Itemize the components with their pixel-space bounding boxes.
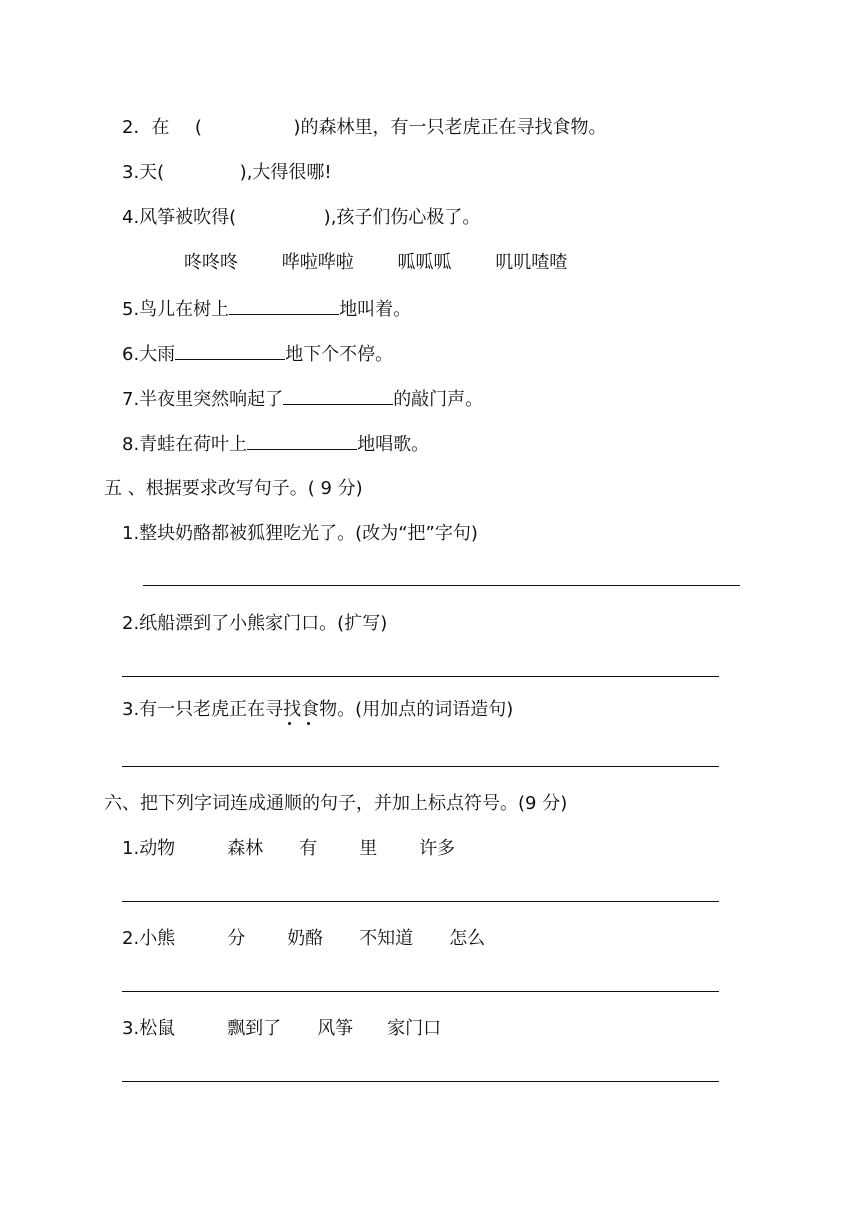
word-tile: 分 bbox=[227, 928, 246, 949]
answer-line[interactable] bbox=[122, 676, 719, 677]
s5-question-1: 1.整块奶酪都被狐狸吃光了。(改为“把”字句) bbox=[122, 523, 478, 544]
s5-question-2: 2.纸船漂到了小熊家门口。(扩写) bbox=[122, 613, 388, 634]
fill-item-5 bbox=[122, 296, 411, 322]
word-tile: 不知道 bbox=[359, 928, 414, 949]
item-text: 大得很哪! bbox=[252, 162, 332, 183]
fill-item-6 bbox=[122, 341, 393, 367]
section-6-title: 六、把下列字词连成通顺的句子，并加上标点符号。(9 分) bbox=[104, 793, 568, 814]
word-bank bbox=[184, 251, 567, 275]
answer-line[interactable] bbox=[122, 901, 719, 902]
word-tile: 风筝 bbox=[317, 1018, 354, 1039]
emphasis-dot bbox=[307, 722, 310, 725]
s5-question-3: 3.有一只老虎正在寻找食物。(用加点的词语造句) bbox=[122, 699, 514, 720]
emphasis-dot bbox=[288, 722, 291, 725]
word-tile: 动物 bbox=[139, 838, 176, 859]
word-tile: 飘到了 bbox=[227, 1018, 282, 1039]
word-tile: 有 bbox=[299, 838, 318, 859]
fill-before: 6.大雨 bbox=[122, 344, 176, 365]
close-paren: ) bbox=[293, 117, 301, 138]
s6-question-1 bbox=[122, 837, 455, 861]
answer-line[interactable] bbox=[122, 991, 719, 992]
fill-before: 8.青蛙在荷叶上 bbox=[122, 434, 248, 455]
close-paren: ), bbox=[323, 207, 337, 228]
item-text: 的森林里，有一只老虎正在寻找食物。 bbox=[300, 117, 607, 138]
word-tile: 怎么 bbox=[449, 928, 486, 949]
fill-after: 地唱歌。 bbox=[357, 434, 430, 455]
item-number: 2．在 bbox=[122, 117, 170, 138]
item-prefix: 3.天( bbox=[122, 162, 165, 183]
answer-blank[interactable] bbox=[283, 386, 393, 405]
word-bank-item: 咚咚咚 bbox=[184, 252, 238, 273]
word-bank-item: 呱呱呱 bbox=[397, 252, 452, 273]
fill-item-8 bbox=[122, 431, 429, 457]
answer-line[interactable] bbox=[143, 585, 740, 586]
word-tile: 森林 bbox=[227, 838, 264, 859]
fill-before: 7.半夜里突然响起了 bbox=[122, 389, 284, 410]
answer-blank[interactable] bbox=[247, 431, 357, 450]
fill-item-7 bbox=[122, 386, 483, 412]
question-number: 1. bbox=[122, 838, 140, 859]
fill-after: 的敲门声。 bbox=[393, 389, 484, 410]
word-tile: 小熊 bbox=[139, 928, 176, 949]
word-tile: 许多 bbox=[419, 838, 456, 859]
word-bank-item: 叽叽喳喳 bbox=[495, 252, 568, 273]
word-tile: 家门口 bbox=[387, 1018, 442, 1039]
word-bank-item: 哗啦哗啦 bbox=[281, 252, 354, 273]
item-prefix: 4.风筝被吹得( bbox=[122, 207, 237, 228]
answer-line[interactable] bbox=[122, 766, 719, 767]
fill-after: 地下个不停。 bbox=[285, 344, 394, 365]
s4-item-2 bbox=[122, 116, 606, 140]
question-number: 2. bbox=[122, 928, 140, 949]
s6-question-3 bbox=[122, 1017, 441, 1041]
question-number: 3. bbox=[122, 1018, 140, 1039]
open-paren: ( bbox=[194, 117, 202, 138]
fill-after: 地叫着。 bbox=[339, 299, 412, 320]
answer-blank[interactable] bbox=[229, 296, 339, 315]
s6-question-2 bbox=[122, 927, 485, 951]
answer-blank[interactable] bbox=[175, 341, 285, 360]
item-text: 孩子们伤心极了。 bbox=[336, 207, 481, 228]
s4-item-4 bbox=[122, 206, 480, 230]
word-tile: 里 bbox=[359, 838, 378, 859]
s4-item-3 bbox=[122, 161, 332, 185]
close-paren: ), bbox=[239, 162, 253, 183]
fill-before: 5.鸟儿在树上 bbox=[122, 299, 230, 320]
word-tile: 松鼠 bbox=[139, 1018, 176, 1039]
section-5-title: 五 、根据要求改写句子。( 9 分) bbox=[104, 478, 363, 499]
answer-line[interactable] bbox=[122, 1081, 719, 1082]
word-tile: 奶酪 bbox=[287, 928, 324, 949]
